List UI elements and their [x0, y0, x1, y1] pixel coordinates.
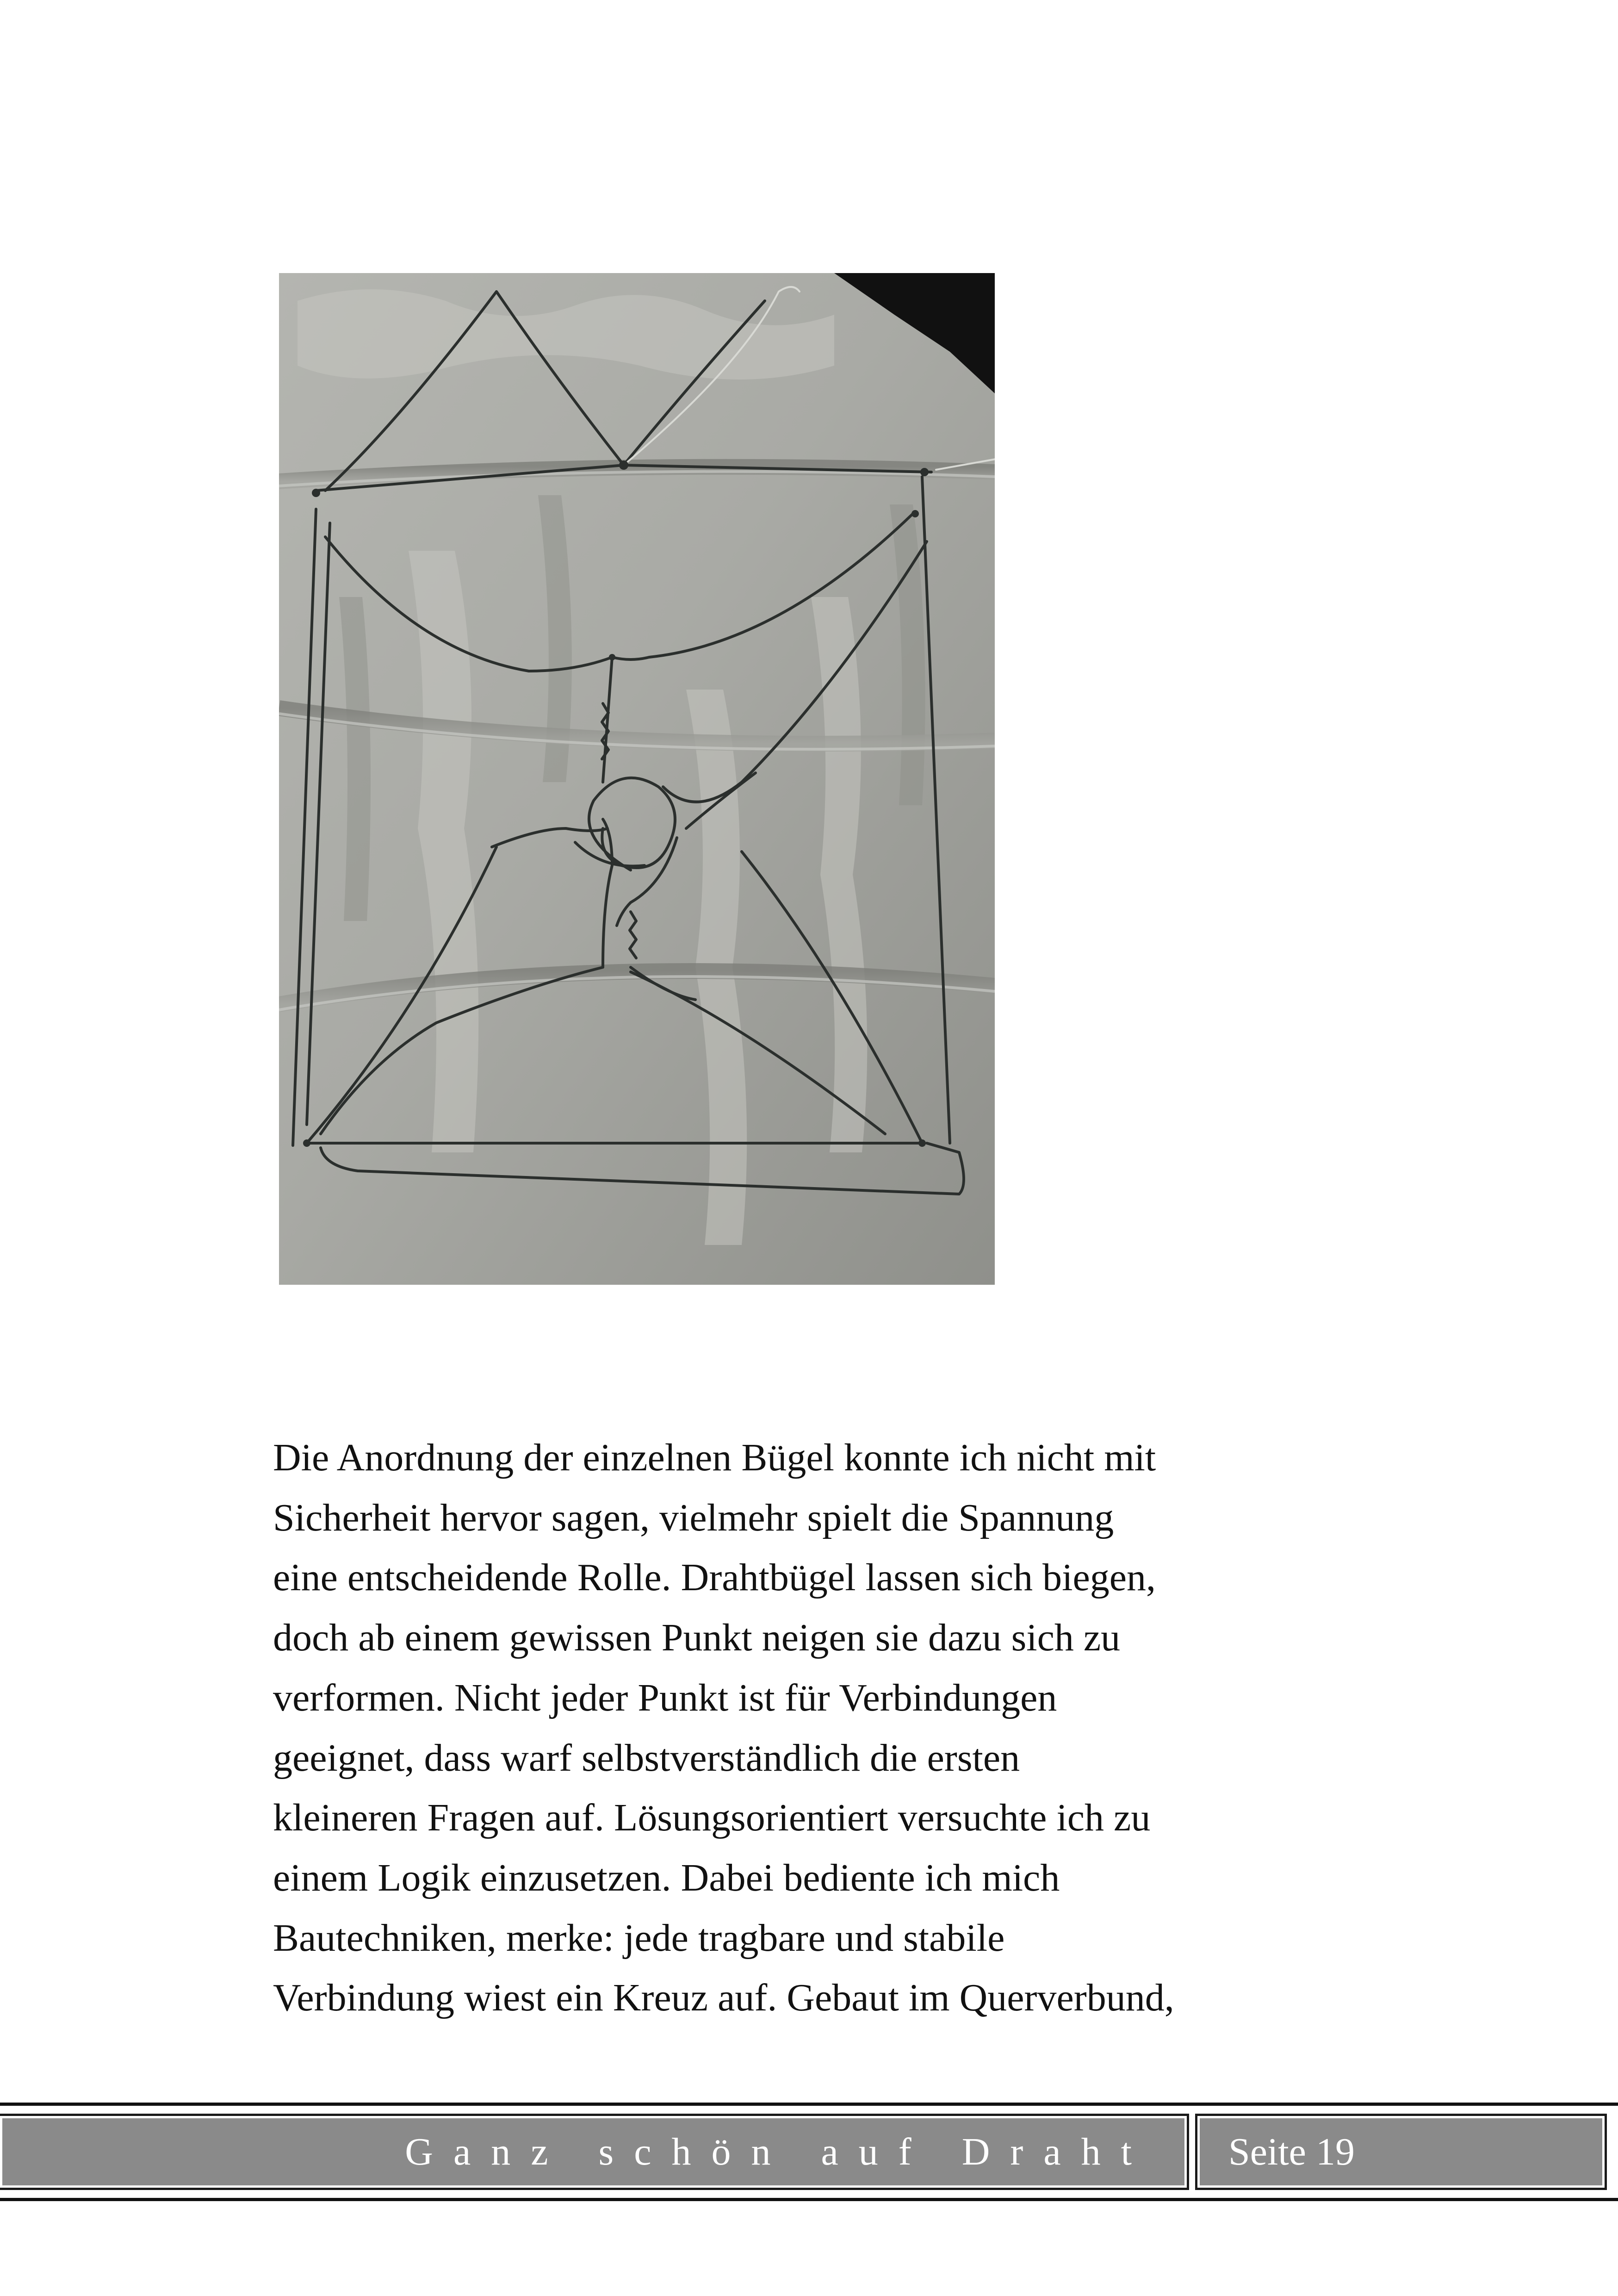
wire-hanger-sculpture-photo [279, 273, 995, 1285]
page-footer [0, 2103, 1618, 2201]
page-number: Seite 19 [1228, 2130, 1355, 2173]
text-line: eine entscheidende Rolle. Drahtbügel lassen sich biegen, [273, 1556, 1156, 1599]
footer-title: Ganz schön auf Draht [405, 2130, 1152, 2173]
footer-page-box [1197, 2116, 1605, 2188]
text-line: doch ab einem gewissen Punkt neigen sie dazu sich zu [273, 1616, 1121, 1660]
text-line: Verbindung wiest ein Kreuz auf. Gebaut im Querverbund, [273, 1976, 1174, 2020]
text-line: Bautechniken, merke: jede tragbare und stabile [273, 1916, 1005, 1960]
text-line: kleineren Fragen auf. Lösungsorientiert versuchte ich zu [273, 1796, 1151, 1840]
text-line: einem Logik einzusetzen. Dabei bediente ich mich [273, 1856, 1060, 1899]
text-line: Die Anordnung der einzelnen Bügel konnte ich nicht mit [273, 1436, 1156, 1479]
text-line: geeignet, dass warf selbstverständlich die ersten [273, 1736, 1020, 1780]
text-line: Sicherheit hervor sagen, vielmehr spielt die Spannung [273, 1496, 1114, 1539]
footer-title-box [0, 2116, 1187, 2188]
body-paragraph [273, 1428, 1430, 2028]
text-line: verformen. Nicht jeder Punkt ist für Verbindungen [273, 1676, 1057, 1719]
